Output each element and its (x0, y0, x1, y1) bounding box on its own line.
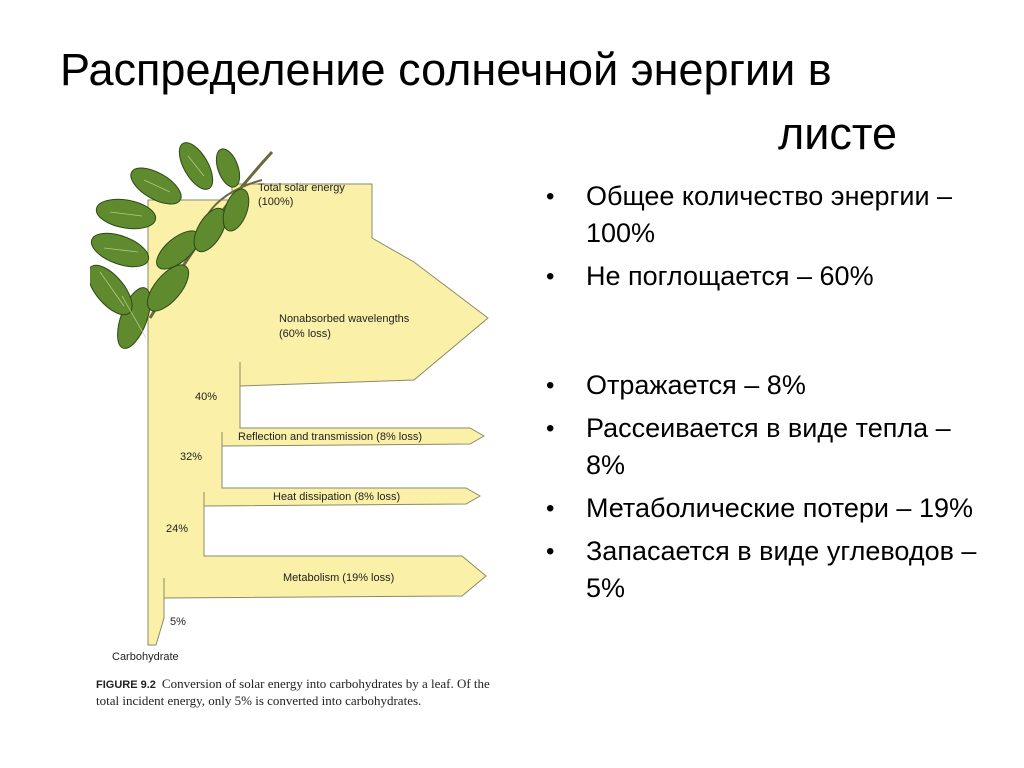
label-reflection: Reflection and transmission (8% loss) (238, 431, 423, 443)
bullet-text: Общее количество энергии – 100% (586, 181, 953, 248)
bullet-dot-icon: • (546, 495, 555, 522)
bullet-dot-icon: • (546, 372, 555, 399)
bullet-item (540, 367, 980, 404)
label-total-energy-pct: (100%) (258, 196, 294, 208)
bullet-item (540, 490, 980, 527)
bullet-text: Запасается в виде углеводов – 5% (586, 536, 977, 603)
bullet-text: Не поглощается – 60% (586, 261, 874, 291)
bullet-item (540, 533, 980, 607)
label-carbohydrate: Carbohydrate (112, 651, 179, 663)
bullet-text: Рассеивается в виде тепла – 8% (586, 413, 951, 480)
figure-caption (96, 676, 496, 708)
label-heat: Heat dissipation (8% loss) (273, 491, 401, 503)
bullet-dot-icon: • (546, 183, 555, 210)
bullet-text: Отражается – 8% (586, 370, 806, 400)
energy-flow-diagram (90, 140, 510, 680)
slide-title-line-1: Распределение солнечной энергии в (60, 44, 832, 95)
slide-title-line-2: листе (778, 108, 898, 159)
bullet-item (540, 410, 980, 484)
bullet-dot-icon: • (546, 263, 555, 290)
label-remaining-24: 24% (166, 523, 189, 535)
figure-caption-label: FIGURE 9.2 (96, 679, 156, 691)
label-remaining-5: 5% (170, 616, 186, 628)
label-nonabsorbed: Nonabsorbed wavelengths (279, 313, 410, 325)
bullet-text: Метаболические потери – 19% (586, 493, 973, 523)
bullet-dot-icon: • (546, 538, 555, 565)
label-remaining-32: 32% (180, 451, 203, 463)
label-metabolism: Metabolism (19% loss) (283, 572, 395, 584)
bullet-list (540, 178, 980, 613)
bullet-item (540, 258, 980, 295)
bullet-dot-icon: • (546, 415, 555, 442)
figure-caption-text: Conversion of solar energy into carbohydrates by a leaf. Of the total incident energy, only 5% is converted into carbohydrates. (96, 676, 490, 708)
label-nonabsorbed-pct: (60% loss) (279, 328, 331, 340)
label-remaining-40: 40% (195, 391, 218, 403)
label-total-energy: Total solar energy (258, 182, 345, 194)
bullet-item (540, 178, 980, 252)
